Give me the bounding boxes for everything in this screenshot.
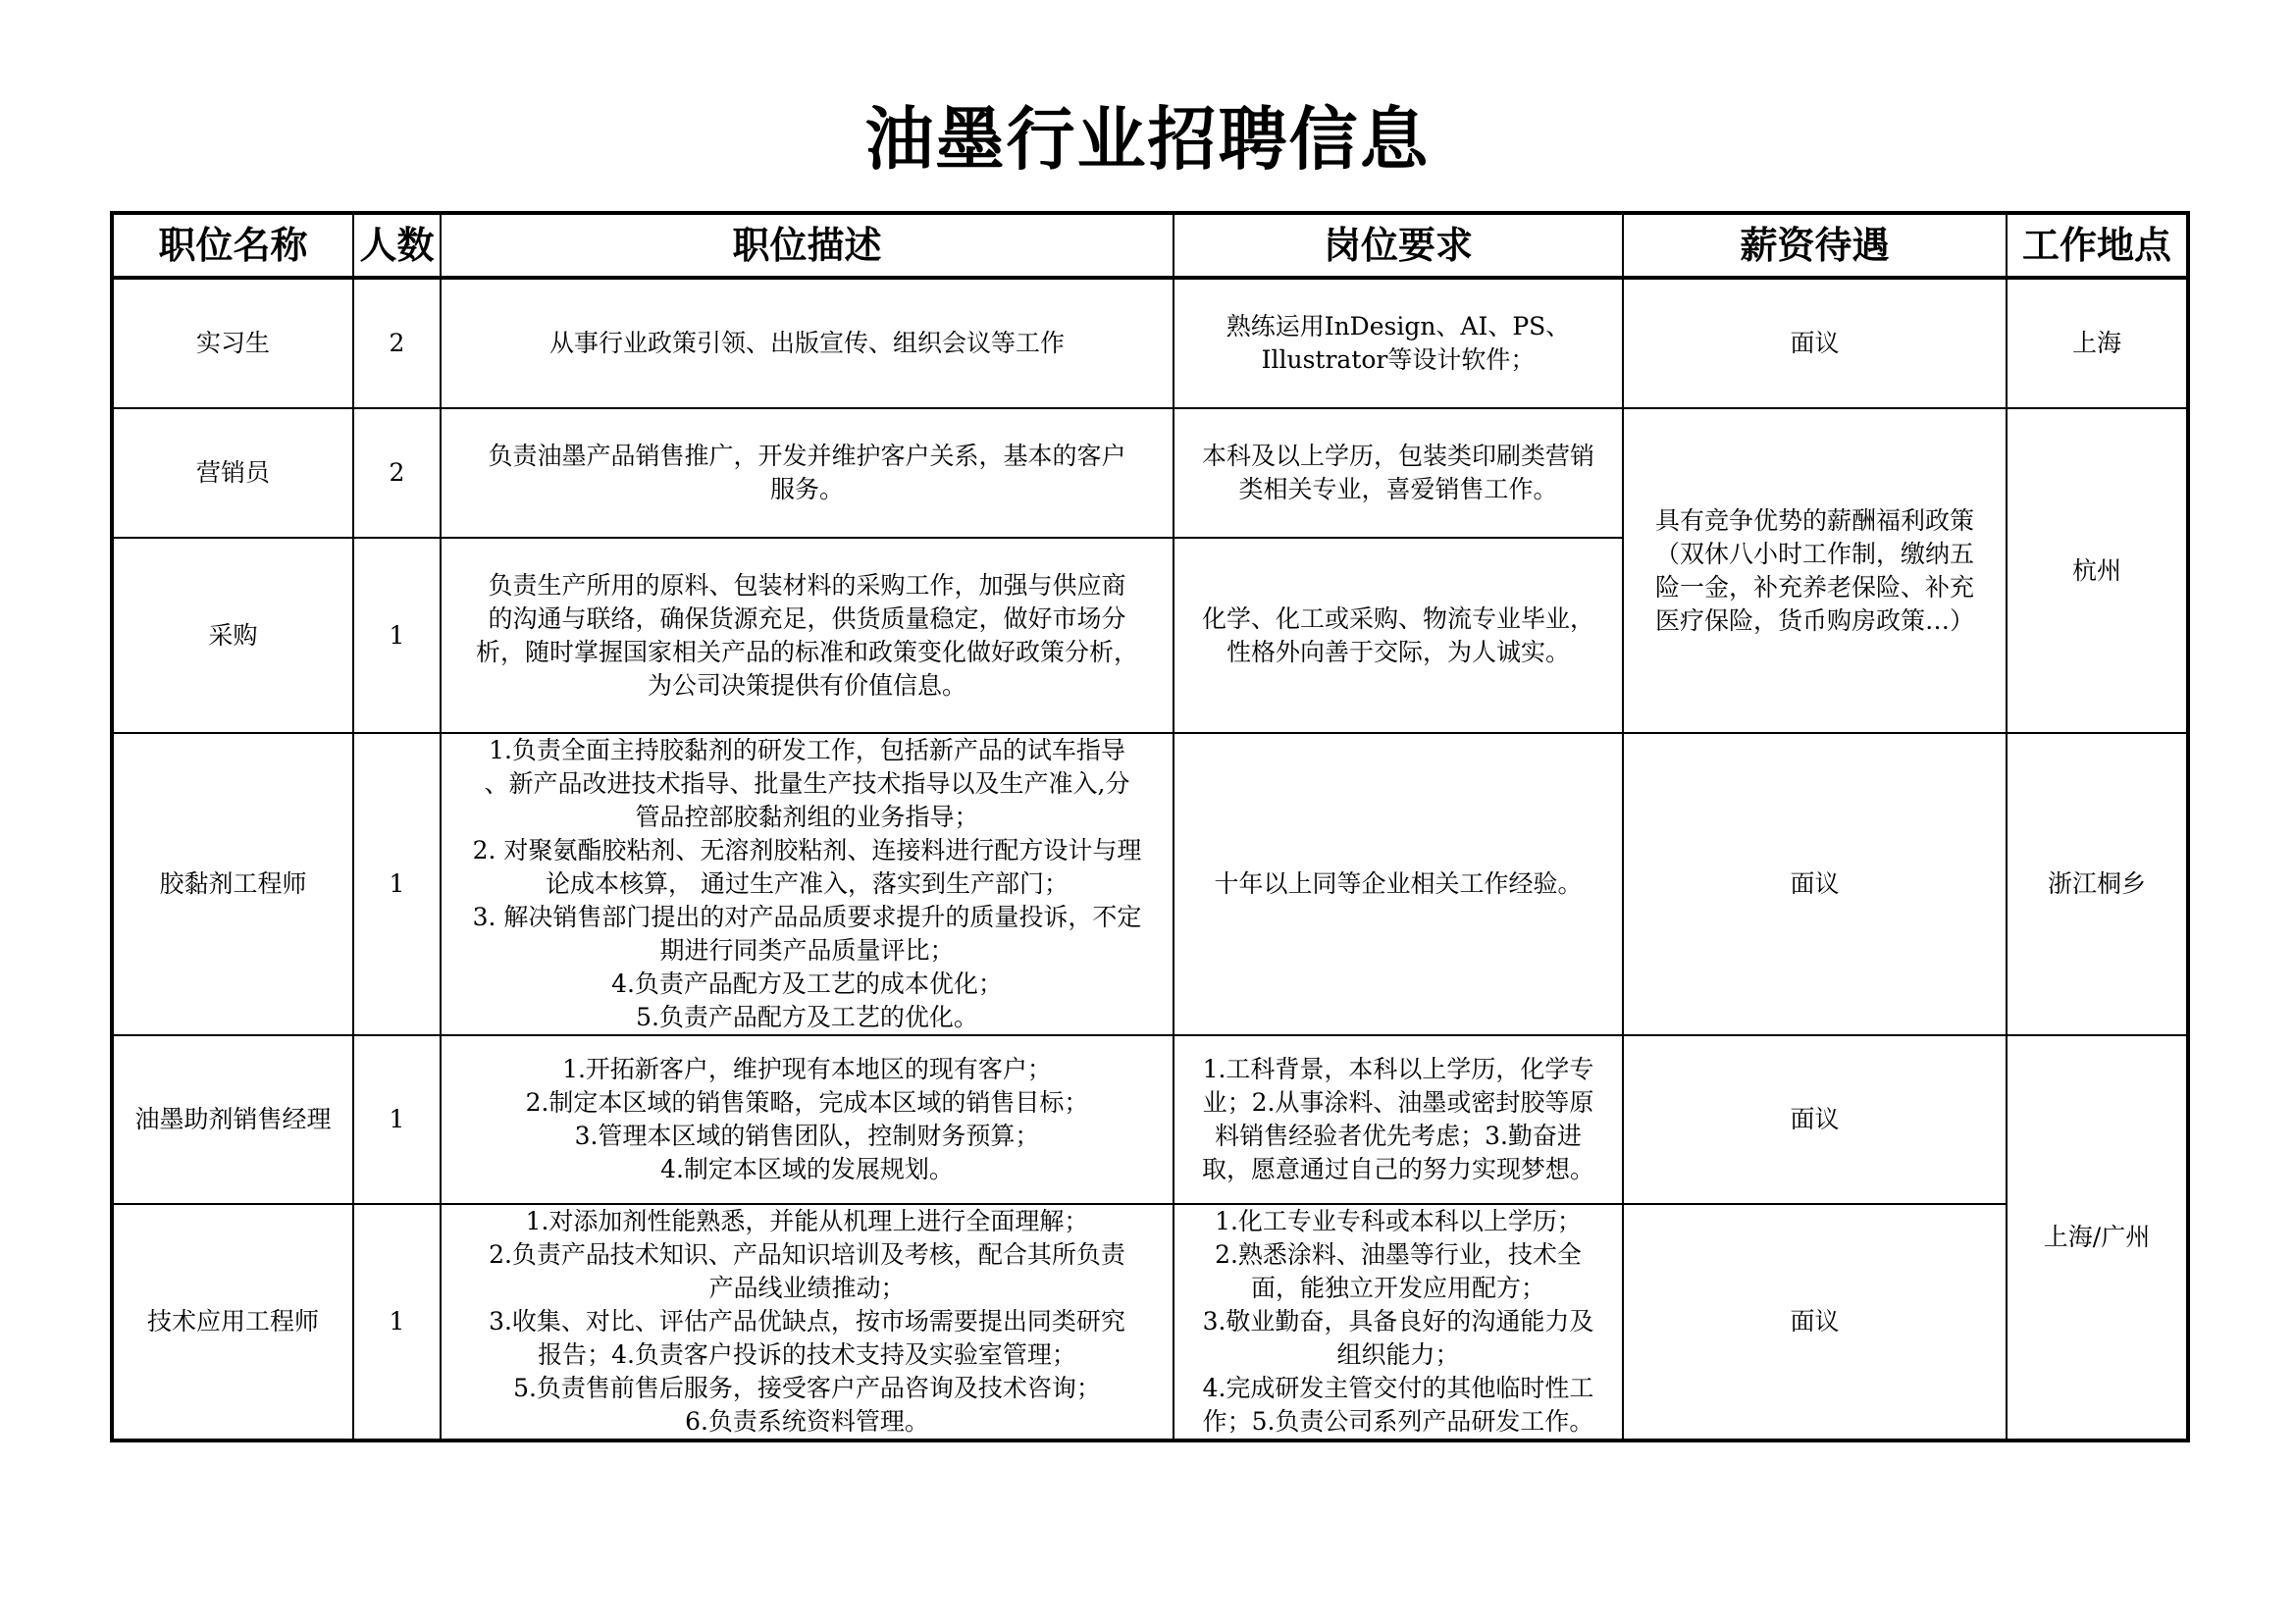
- cell-salary: 面议: [1623, 733, 2007, 1035]
- cell-count: 1: [353, 538, 441, 733]
- header-count: 人数: [353, 213, 441, 278]
- cell-salary-merged: 具有竞争优势的薪酬福利政策 （双休八小时工作制，缴纳五 险一金，补充养老保险、补充 医疗保险，货币购房政策…）: [1623, 408, 2007, 733]
- cell-description: 1.对添加剂性能熟悉，并能从机理上进行全面理解； 2.负责产品技术知识、产品知识培训及考核，配合其所负责 产品线业绩推动； 3.收集、对比、评估产品优缺点，按市场需要提出同类研究 报告；4.负责客户投诉的技术支持及实验室管理； 5.负责售前售后服务，接受客户产品咨询及技术咨询； 6.负责系统资料管理。: [441, 1204, 1174, 1441]
- table-row: [112, 1204, 2188, 1441]
- cell-count: 1: [353, 1035, 441, 1204]
- cell-description: 1.负责全面主持胶黏剂的研发工作，包括新产品的试车指导 、新产品改进技术指导、批量生产技术指导以及生产准入,分 管品控部胶黏剂组的业务指导； 2. 对聚氨酯胶粘剂、无溶剂胶粘剂、连接料进行配方设计与理 论成本核算， 通过生产准入，落实到生产部门； 3. 解决销售部门提出的对产品品质要求提升的质量投诉，不定 期进行同类产品质量评比； 4.负责产品配方及工艺的成本优化； 5.负责产品配方及工艺的优化。: [441, 733, 1174, 1035]
- table-row: [112, 1035, 2188, 1204]
- table-header-row: [112, 213, 2188, 278]
- table-row: [112, 408, 2188, 538]
- cell-location: 浙江桐乡: [2007, 733, 2188, 1035]
- cell-position: 采购: [112, 538, 353, 733]
- cell-location-merged: 杭州: [2007, 408, 2188, 733]
- cell-location-merged: 上海/广州: [2007, 1035, 2188, 1441]
- table-row: [112, 278, 2188, 408]
- header-requirements: 岗位要求: [1174, 213, 1623, 278]
- cell-requirements: 十年以上同等企业相关工作经验。: [1174, 733, 1623, 1035]
- cell-location: 上海: [2007, 278, 2188, 408]
- cell-salary: 面议: [1623, 278, 2007, 408]
- cell-count: 1: [353, 733, 441, 1035]
- table-row: [112, 733, 2188, 1035]
- job-table: [110, 211, 2190, 1442]
- header-position: 职位名称: [112, 213, 353, 278]
- cell-description: 1.开拓新客户，维护现有本地区的现有客户； 2.制定本区域的销售策略，完成本区域的销售目标； 3.管理本区域的销售团队，控制财务预算； 4.制定本区域的发展规划。: [441, 1035, 1174, 1204]
- cell-position: 技术应用工程师: [112, 1204, 353, 1441]
- page-title: 油墨行业招聘信息: [864, 99, 1431, 180]
- cell-requirements: 本科及以上学历，包装类印刷类营销 类相关专业，喜爱销售工作。: [1174, 408, 1623, 538]
- cell-salary: 面议: [1623, 1035, 2007, 1204]
- cell-description: 负责油墨产品销售推广，开发并维护客户关系，基本的客户 服务。: [441, 408, 1174, 538]
- cell-requirements: 1.工科背景，本科以上学历，化学专 业；2.从事涂料、油墨或密封胶等原 料销售经验者优先考虑；3.勤奋进 取，愿意通过自己的努力实现梦想。: [1174, 1035, 1623, 1204]
- cell-description: 负责生产所用的原料、包装材料的采购工作，加强与供应商 的沟通与联络，确保货源充足，供货质量稳定，做好市场分 析，随时掌握国家相关产品的标准和政策变化做好政策分析， 为公司决策提供有价值信息。: [441, 538, 1174, 733]
- cell-description: 从事行业政策引领、出版宣传、组织会议等工作: [441, 278, 1174, 408]
- cell-requirements: 1.化工专业专科或本科以上学历； 2.熟悉涂料、油墨等行业，技术全 面，能独立开发应用配方； 3.敬业勤奋，具备良好的沟通能力及 组织能力； 4.完成研发主管交付的其他临时性工 作；5.负责公司系列产品研发工作。: [1174, 1204, 1623, 1441]
- cell-requirements: 熟练运用InDesign、AI、PS、 Illustrator等设计软件；: [1174, 278, 1623, 408]
- header-description: 职位描述: [441, 213, 1174, 278]
- cell-position: 实习生: [112, 278, 353, 408]
- cell-count: 2: [353, 408, 441, 538]
- cell-salary: 面议: [1623, 1204, 2007, 1441]
- cell-count: 1: [353, 1204, 441, 1441]
- header-location: 工作地点: [2007, 213, 2188, 278]
- cell-count: 2: [353, 278, 441, 408]
- cell-position: 油墨助剂销售经理: [112, 1035, 353, 1204]
- cell-position: 营销员: [112, 408, 353, 538]
- header-salary: 薪资待遇: [1623, 213, 2007, 278]
- cell-position: 胶黏剂工程师: [112, 733, 353, 1035]
- cell-requirements: 化学、化工或采购、物流专业毕业， 性格外向善于交际，为人诚实。: [1174, 538, 1623, 733]
